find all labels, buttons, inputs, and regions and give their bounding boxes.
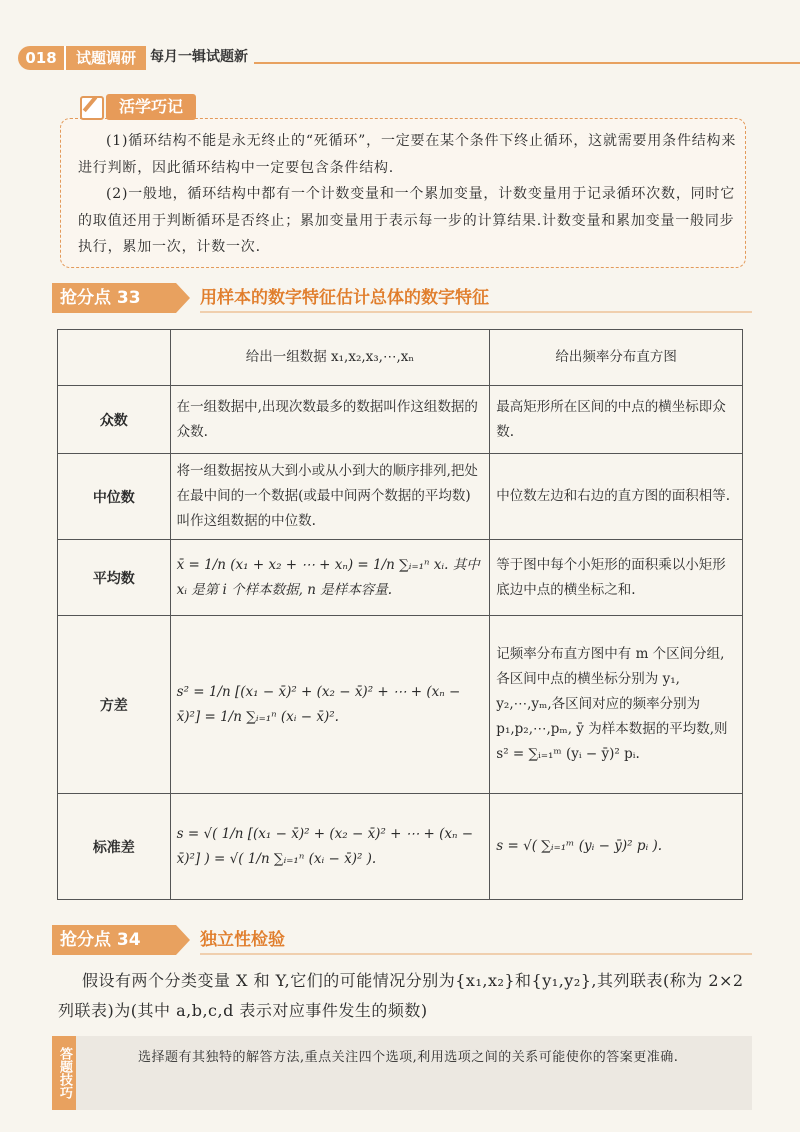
chevron-right-icon	[176, 925, 190, 955]
section-33-label: 抢分点 33	[52, 283, 176, 313]
banner-rule	[200, 311, 752, 313]
page-number: 018	[18, 46, 64, 70]
table-cell: s² = 1/n [(x₁ − x̄)² + (x₂ − x̄)² + ⋯ + (xₙ − x̄)²] = 1/n ∑ᵢ₌₁ⁿ (xᵢ − x̄)².	[170, 616, 490, 794]
row-header: 标准差	[58, 794, 171, 900]
section-33-title: 用样本的数字特征估计总体的数字特征	[200, 288, 489, 308]
row-header: 方差	[58, 616, 171, 794]
table-row	[58, 540, 743, 616]
statistics-table	[57, 329, 743, 900]
header-rule	[254, 62, 800, 64]
chevron-right-icon	[176, 283, 190, 313]
pencil-icon	[80, 96, 104, 120]
table-row	[58, 454, 743, 540]
banner-rule	[200, 953, 752, 955]
table-cell: 记频率分布直方图中有 m 个区间分组,各区间中点的横坐标分别为 y₁, y₂,⋯,yₘ,各区间对应的频率分别为 p₁,p₂,⋯,pₘ, ȳ 为样本数据的平均数,则 s² = ∑ᵢ₌₁ᵐ (yᵢ − ȳ)² pᵢ.	[490, 616, 743, 794]
table-cell: 在一组数据中,出现次数最多的数据叫作这组数据的众数.	[170, 386, 490, 454]
section-name: 试题调研	[64, 46, 146, 70]
column-header-data: 给出一组数据 x₁,x₂,x₃,⋯,xₙ	[170, 330, 490, 386]
table-corner	[58, 330, 171, 386]
section-34-banner	[52, 925, 752, 955]
table-cell: 中位数左边和右边的直方图的面积相等.	[490, 454, 743, 540]
section-34-paragraph: 假设有两个分类变量 X 和 Y,它们的可能情况分别为{x₁,x₂}和{y₁,y₂},其列联表(称为 2×2 列联表)为(其中 a,b,c,d 表示对应事件发生的频数)	[58, 971, 744, 1020]
table-cell: x̄ = 1/n (x₁ + x₂ + ⋯ + xₙ) = 1/n ∑ᵢ₌₁ⁿ xᵢ. 其中 xᵢ 是第 i 个样本数据, n 是样本容量.	[170, 540, 490, 616]
row-header: 众数	[58, 386, 171, 454]
table-cell: 将一组数据按从大到小或从小到大的顺序排列,把处在最中间的一个数据(或最中间两个数据的平均数)叫作这组数据的中位数.	[170, 454, 490, 540]
section-34-label: 抢分点 34	[52, 925, 176, 955]
table-cell: 等于图中每个小矩形的面积乘以小矩形底边中点的横坐标之和.	[490, 540, 743, 616]
table-cell: 最高矩形所在区间的中点的横坐标即众数.	[490, 386, 743, 454]
header-tagline: 每月一辑试题新	[150, 49, 248, 65]
section-34-title: 独立性检验	[200, 930, 285, 950]
tip-label: 活学巧记	[106, 94, 196, 120]
answer-tip-text: 选择题有其独特的解答方法,重点关注四个选项,利用选项之间的关系可能使你的答案更准确.	[138, 1050, 679, 1065]
tip-text	[78, 128, 740, 261]
section-34-body	[58, 966, 748, 1026]
table-row	[58, 386, 743, 454]
tip-paragraph-2: (2)一般地，循环结构中都有一个计数变量和一个累加变量，计数变量用于记录循环次数，同时它的取值还用于判断循环是否终止；累加变量用于表示每一步的计算结果.计数变量和累加变量一般同步执行，累加一次，计数一次.	[78, 186, 736, 255]
table-cell: s = √( ∑ᵢ₌₁ᵐ (yᵢ − ȳ)² pᵢ ).	[490, 794, 743, 900]
answer-tip-box	[52, 1036, 752, 1110]
answer-tip-badge: 答题技巧	[52, 1036, 76, 1110]
tip-paragraph-1: (1)循环结构不能是永无终止的“死循环”，一定要在某个条件下终止循环，这就需要用条件结构来进行判断，因此循环结构中一定要包含条件结构.	[78, 133, 737, 176]
table-row	[58, 794, 743, 900]
column-header-histogram: 给出频率分布直方图	[490, 330, 743, 386]
table-row	[58, 616, 743, 794]
section-33-banner	[52, 283, 752, 313]
table-header-row	[58, 330, 743, 386]
page-header	[0, 44, 800, 72]
table-cell: s = √( 1/n [(x₁ − x̄)² + (x₂ − x̄)² + ⋯ + (xₙ − x̄)²] ) = √( 1/n ∑ᵢ₌₁ⁿ (xᵢ − x̄)² ).	[170, 794, 490, 900]
row-header: 平均数	[58, 540, 171, 616]
row-header: 中位数	[58, 454, 171, 540]
